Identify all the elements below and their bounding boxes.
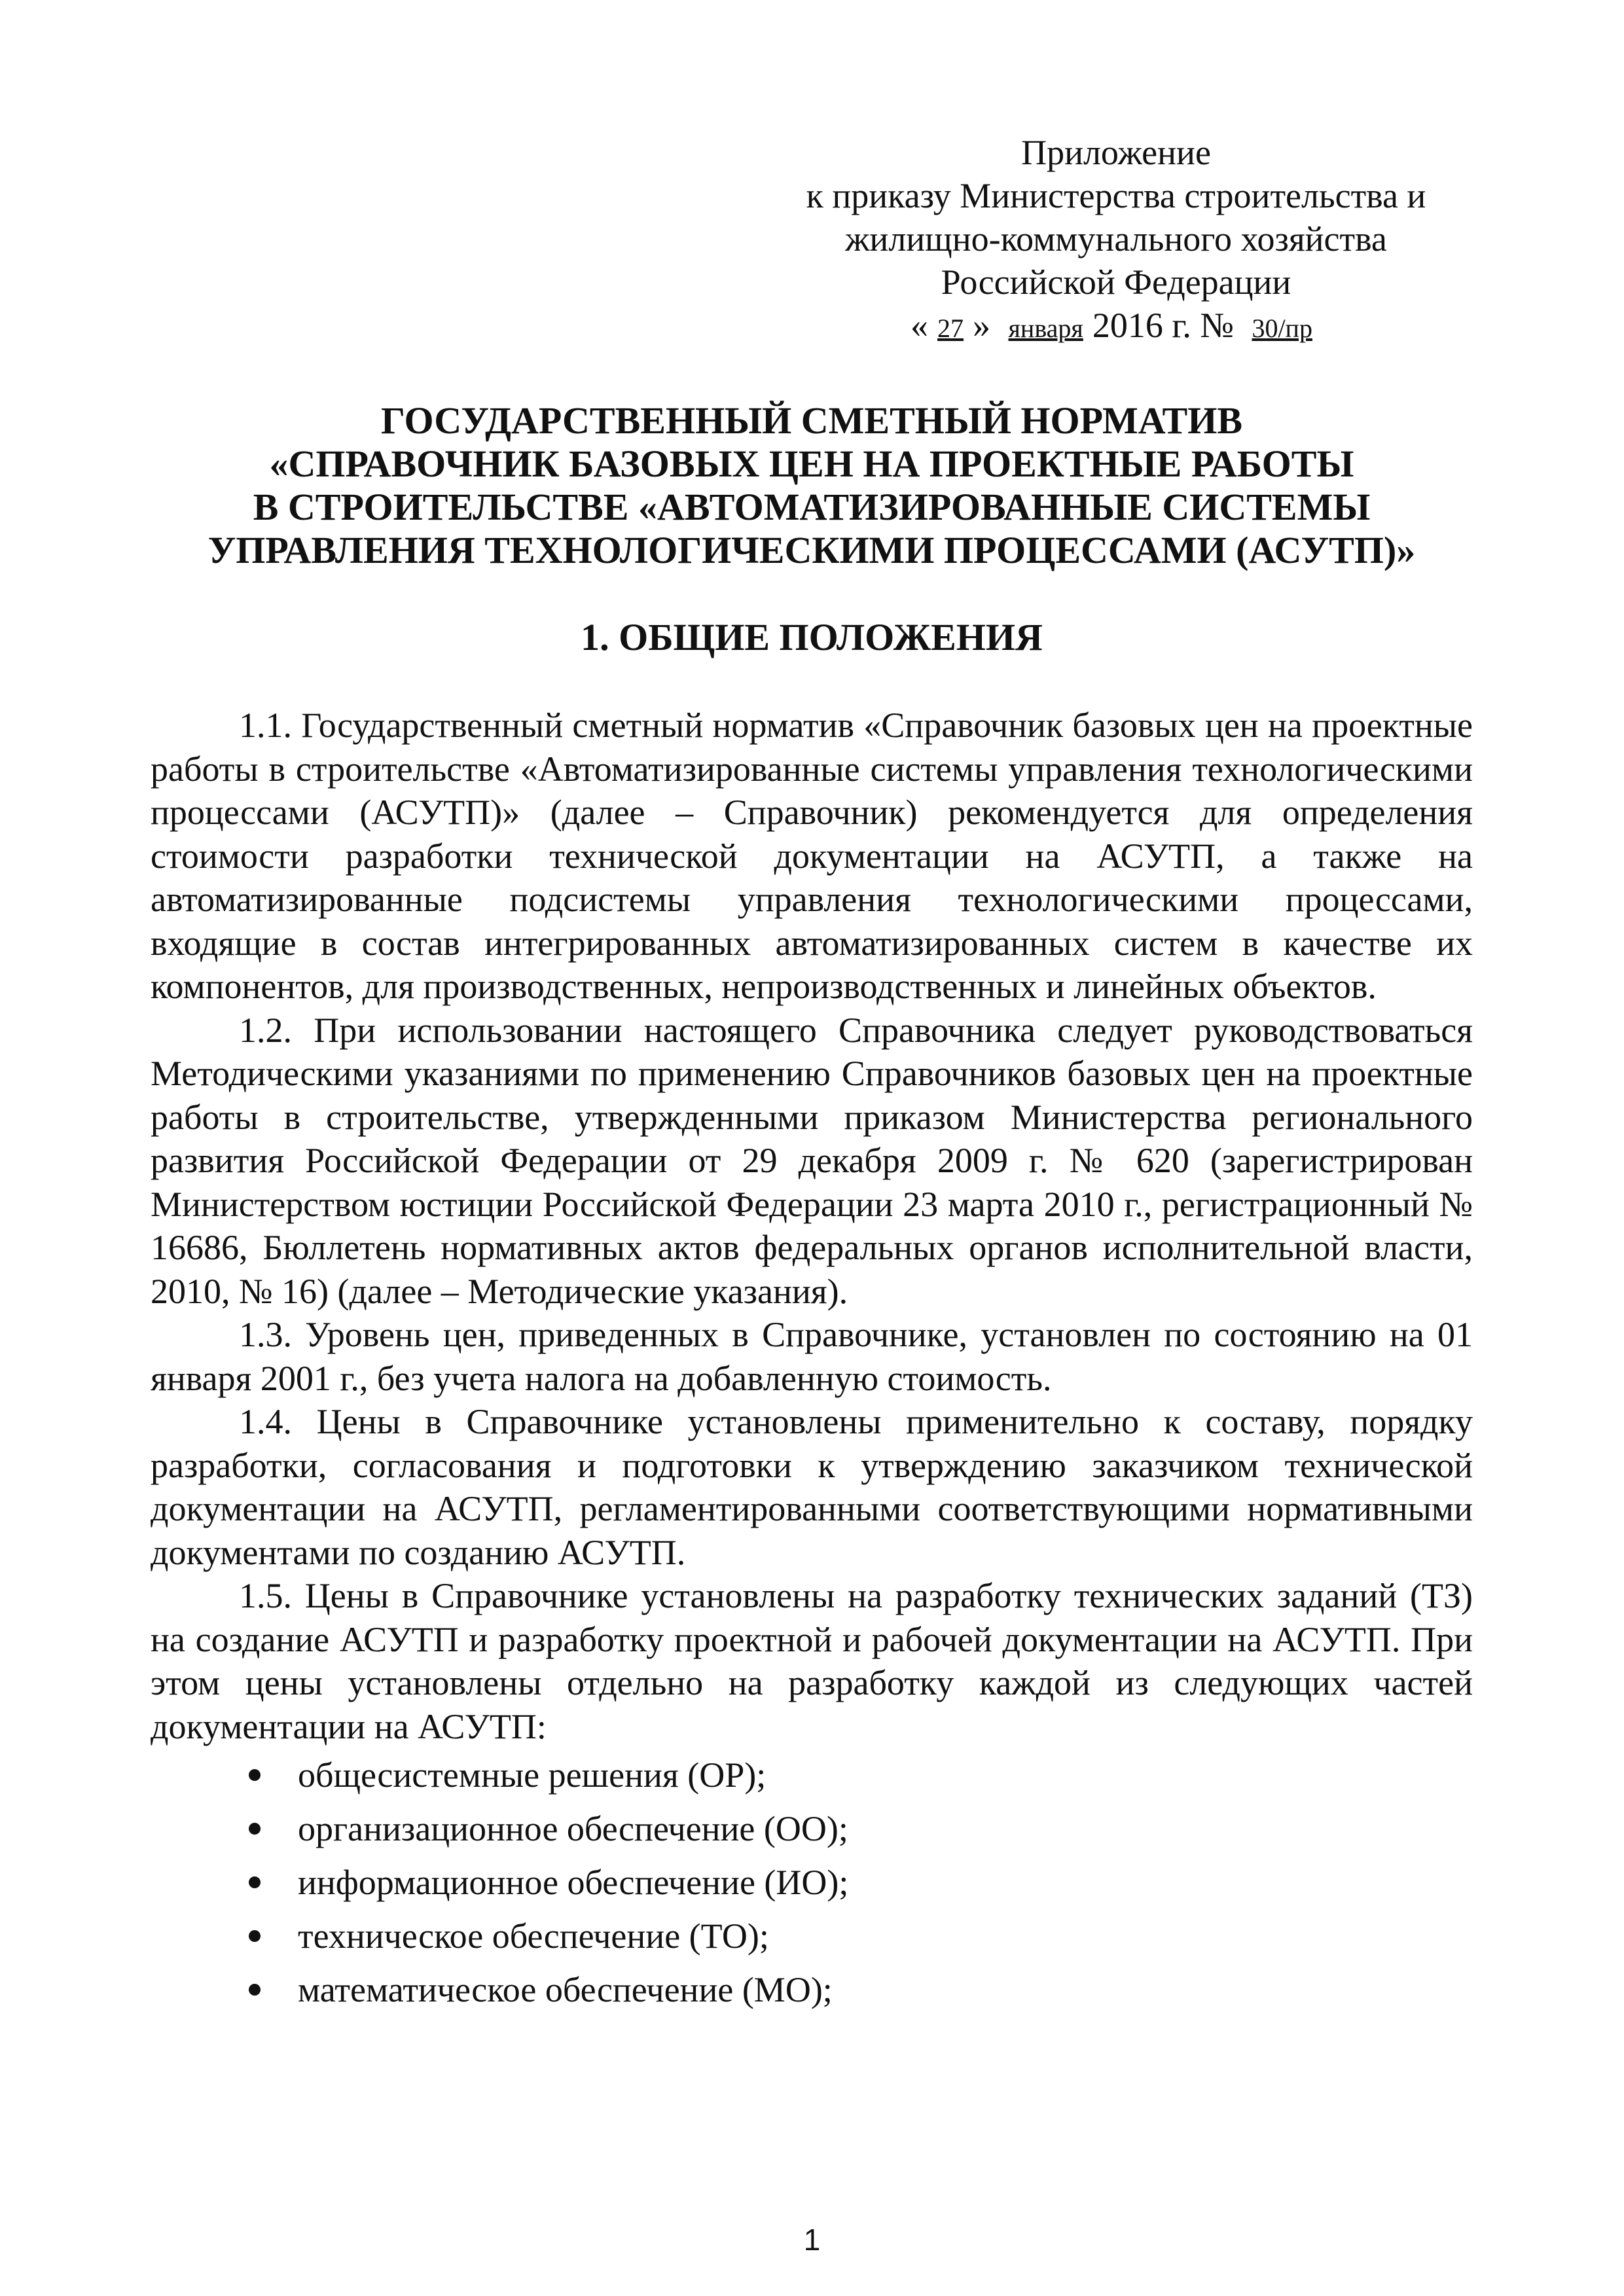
appendix-block (763, 131, 1470, 350)
paragraph-1-3: 1.3. Уровень цен, приведенных в Справочнике, установлен по состоянию на 01 января 2001 г., без учета налога на добавленную стоимость. (151, 1315, 1473, 1398)
bullet-icon (249, 1876, 261, 1888)
section-body (151, 704, 1473, 2017)
paragraph-1-2: 1.2. При использовании настоящего Справочника следует руководствоваться Методическими указаниями по применению Справочников базовых цен на проектные работы в строительстве, утвержденными приказом Министерства регионального развития Российской Федерации от 29 декабря 2009 г. № 620 (зарегистрирован Министерством юстиции Российской Федерации 23 марта 2010 г., регистрационный № 16686, Бюллетень нормативных актов федеральных органов исполнительной власти, 2010, № 16) (далее – Методические указания). (151, 1010, 1473, 1311)
bullet-icon (249, 1984, 261, 1996)
open-quote: « (911, 306, 929, 345)
bullet-icon (249, 1930, 261, 1942)
list-item-text: информационное обеспечение (ИО); (298, 1863, 849, 1902)
title-line: ГОСУДАРСТВЕННЫЙ СМЕТНЫЙ НОРМАТИВ (380, 399, 1243, 442)
order-year: 2016 г. (1092, 306, 1191, 345)
appendix-line: Российской Федерации (941, 262, 1291, 302)
document-title (151, 399, 1473, 572)
order-day: 27 (937, 314, 964, 343)
documentation-parts-list (151, 1748, 1473, 2017)
bullet-icon (249, 1769, 261, 1781)
order-month: января (1008, 314, 1083, 343)
list-item (151, 1856, 1473, 1909)
list-item-text: математическое обеспечение (МО); (298, 1970, 833, 2009)
order-date-line (763, 304, 1470, 350)
list-item (151, 1963, 1473, 2017)
number-sign: № (1200, 306, 1234, 345)
list-item-text: организационное обеспечение (ОО); (298, 1809, 848, 1848)
paragraph-1-5: 1.5. Цены в Справочнике установлены на разработку технических заданий (ТЗ) на создание АСУТП и разработку проектной и рабочей документации на АСУТП. При этом цены установлены отдельно на разработку каждой из следующих частей документации на АСУТП: (151, 1576, 1473, 1746)
paragraph-1-1: 1.1. Государственный сметный норматив «Справочник базовых цен на проектные работы в строительстве «Автоматизированные системы управления технологическими процессами (АСУТП)» (далее – Справочник) рекомендуется для определения стоимости разработки технической документации на АСУТП, а также на автоматизированные подсистемы управления технологическими процессами, входящие в состав интегрированных автоматизированных систем в качестве их компонентов, для производственных, непроизводственных и линейных объектов. (151, 706, 1473, 1006)
title-line: УПРАВЛЕНИЯ ТЕХНОЛОГИЧЕСКИМИ ПРОЦЕССАМИ (АСУТП)» (208, 529, 1416, 571)
list-item-text: общесистемные решения (ОР); (298, 1755, 767, 1795)
appendix-line: Приложение (1021, 133, 1211, 172)
list-item-text: техническое обеспечение (ТО); (298, 1916, 769, 1956)
list-item (151, 1909, 1473, 1963)
bullet-icon (249, 1823, 261, 1835)
section-heading: 1. ОБЩИЕ ПОЛОЖЕНИЯ (581, 616, 1043, 658)
title-line: «СПРАВОЧНИК БАЗОВЫХ ЦЕН НА ПРОЕКТНЫЕ РАБОТЫ (269, 442, 1354, 485)
list-item (151, 1748, 1473, 1802)
appendix-line: к приказу Министерства строительства и (806, 176, 1426, 215)
appendix-line: жилищно-коммунального хозяйства (845, 219, 1387, 259)
order-number: 30/пр (1252, 314, 1312, 343)
list-item (151, 1802, 1473, 1856)
title-line: В СТРОИТЕЛЬСТВЕ «АВТОМАТИЗИРОВАННЫЕ СИСТЕМЫ (253, 486, 1371, 528)
paragraph-1-4: 1.4. Цены в Справочнике установлены применительно к составу, порядку разработки, согласования и подготовки к утверждению заказчиком технической документации на АСУТП, регламентированными соответствующими нормативными документами по созданию АСУТП. (151, 1402, 1473, 1572)
page-number: 1 (803, 2223, 821, 2257)
close-quote: » (973, 306, 991, 345)
